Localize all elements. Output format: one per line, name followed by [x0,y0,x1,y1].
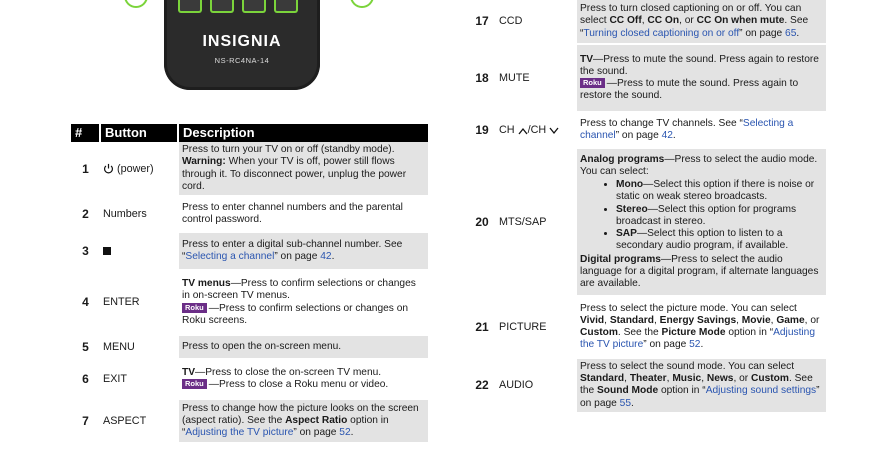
header-button: Button [100,124,178,142]
row-button: MUTE [496,44,576,112]
table-row [71,399,428,443]
remote-button-skip-forward [274,0,298,13]
row-button: CCD [496,0,576,44]
header-number: # [71,124,100,142]
table-row [71,142,428,196]
row-number: 22 [468,358,496,413]
page-link[interactable]: 65 [785,27,797,39]
table-row [71,270,428,335]
row-button: AUDIO [496,358,576,413]
power-icon [103,163,114,174]
remote-side-button-right [350,0,374,8]
chevron-down-icon [549,127,559,135]
row-button: Numbers [100,196,178,232]
row-button: EXIT [100,359,178,399]
row-button: ENTER [100,270,178,335]
row-description: Press to enter channel numbers and the parental control password. [178,196,428,232]
row-number: 19 [468,112,496,148]
link-closed-captioning[interactable]: Turning closed captioning on or off [583,27,740,39]
row-number: 21 [468,296,496,358]
row-button: MTS/SAP [496,148,576,296]
row-number: 7 [71,399,100,443]
row-description: TV—Press to mute the sound. Press again to restore the sound. Roku —Press to mute the sound. Press again to restore the sound. [576,44,826,112]
list-item: • Mono—Select this option if there is noise or static on weak stereo broadcasts. [616,179,823,203]
row-button: (power) [100,142,178,196]
row-number: 6 [71,359,100,399]
table-row [468,112,826,148]
table-row [71,359,428,399]
row-description: Press to select the sound mode. You can select Standard, Theater, Music, News, or Custom. See the Sound Mode option in “Adjusting sound settings” on page 55. [576,358,826,413]
table-row [468,148,826,296]
remote-illustration [164,0,320,90]
table-row [468,358,826,413]
row-button: ASPECT [100,399,178,443]
link-adjusting-picture[interactable]: Adjusting the TV picture [185,427,294,439]
row-description: Press to turn your TV on or off (standby mode). Warning: When your TV is off, power still flows through it. To disconnect power, unplug the power cord. [178,142,428,196]
row-description: TV—Press to close the on-screen TV menu. Roku —Press to close a Roku menu or video. [178,359,428,399]
row-number: 2 [71,196,100,232]
remote-button-rewind [178,0,202,13]
table-row [71,232,428,270]
row-button: PICTURE [496,296,576,358]
row-number: 1 [71,142,100,196]
row-description: Press to enter a digital sub-channel number. See “Selecting a channel” on page 42. [178,232,428,270]
remote-brand-logo: INSIGNIA [202,33,282,50]
right-button-table [468,0,826,414]
row-description: Press to turn closed captioning on or off. You can select CC Off, CC On, or CC On when mute. See “Turning closed captioning on or off” on page 65. [576,0,826,44]
row-number: 5 [71,335,100,359]
table-row [468,296,826,358]
page-link[interactable]: 55 [619,397,631,409]
link-adjusting-sound[interactable]: Adjusting sound settings [705,385,817,397]
header-description: Description [178,124,428,142]
chevron-up-icon [518,127,528,135]
remote-side-button-left [124,0,148,8]
table-header-row [71,124,428,142]
row-number: 3 [71,232,100,270]
table-row [71,335,428,359]
roku-badge: Roku [182,379,207,389]
row-button: CH /CH [496,112,576,148]
row-button [100,232,178,270]
roku-badge: Roku [182,303,207,313]
table-row [468,44,826,112]
audio-mode-list [598,179,823,252]
row-description: Press to change how the picture looks on the screen (aspect ratio). See the Aspect Ratio option in “Adjusting the TV picture” on page 52. [178,399,428,443]
page-link[interactable]: 42 [320,251,332,263]
link-selecting-channel[interactable]: Selecting a channel [185,251,275,263]
row-number: 18 [468,44,496,112]
row-number: 20 [468,148,496,296]
row-description: Press to change TV channels. See “Selecting a channel” on page 42. [576,112,826,148]
link-selecting-channel[interactable]: Selecting a channel [580,117,794,141]
page-link[interactable]: 42 [661,130,673,141]
roku-badge: Roku [580,78,605,88]
table-row [468,0,826,44]
square-icon [103,247,111,255]
list-item: • SAP—Select this option to listen to a secondary audio program, if available. [616,228,823,252]
link-adjusting-picture[interactable]: Adjusting the TV picture [580,327,816,351]
table-row [71,196,428,232]
left-button-table [71,124,428,444]
row-description: Analog programs—Press to select the audio mode. You can select: • Mono—Select this option if there is noise or static on weak stereo broadcasts. • Stereo—Select this option for programs broadcast in stereo. • SAP—Select this option to listen to a secondary audio program, if available. Digital programs—Press to select the audio language for a digital program, if alternate languages are available. [576,148,826,296]
row-button: MENU [100,335,178,359]
page-link[interactable]: 52 [689,339,701,351]
row-number: 17 [468,0,496,44]
remote-model-number: NS-RC4NA-14 [214,56,270,65]
row-description: TV menus—Press to confirm selections or changes in on-screen TV menus. Roku —Press to confirm selections or changes on Roku screens. [178,270,428,335]
page-link[interactable]: 52 [339,427,351,439]
row-description: Press to open the on-screen menu. [178,335,428,359]
remote-button-forward [210,0,234,13]
list-item: • Stereo—Select this option for programs broadcast in stereo. [616,204,823,228]
row-description: Press to select the picture mode. You can select Vivid, Standard, Energy Savings, Movie, Game, or Custom. See the Picture Mode option in “Adjusting the TV picture” on page 52. [576,296,826,358]
remote-button-skip-back [242,0,266,13]
row-number: 4 [71,270,100,335]
